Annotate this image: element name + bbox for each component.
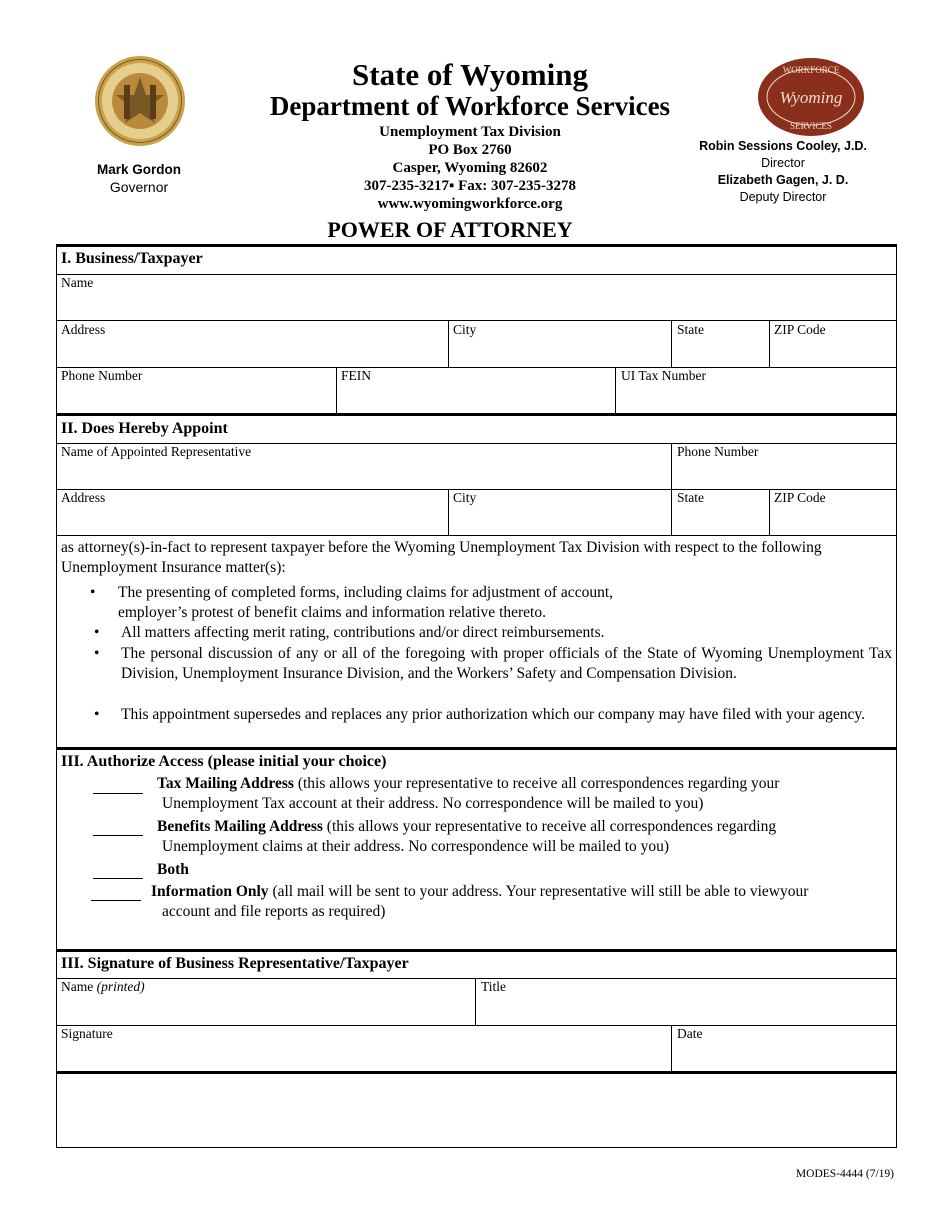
benefits-mailing-initial-line[interactable] [93, 835, 143, 836]
benefits-mailing-option-desc-2: Unemployment claims at their address. No correspondence will be mailed to you) [162, 838, 670, 855]
form-number: MODES-4444 (7/19) [795, 1168, 894, 1180]
printed-name-field[interactable] [61, 979, 145, 995]
director-title: Director [761, 156, 805, 170]
information-only-option-desc-2: account and file reports as required) [162, 903, 386, 920]
section-1-heading: I. Business/Taxpayer [61, 250, 203, 267]
representative-state-field[interactable]: State [677, 490, 704, 505]
logo-bottom-text: SERVICES [790, 121, 832, 131]
information-only-option [151, 882, 808, 902]
bullet-4: This appointment supersedes and replaces any prior authorization which our company may have filed with your agency. [121, 706, 866, 723]
bullet-1-line-2: employer’s protest of benefit claims and information relative thereto. [118, 604, 546, 621]
bullet-dot: • [90, 584, 96, 601]
governor-name: Mark Gordon [96, 162, 181, 177]
website-line: www.wyomingworkforce.org [377, 196, 563, 212]
representative-city-field[interactable]: City [453, 490, 477, 505]
director-name: Robin Sessions Cooley, J.D. [699, 139, 867, 153]
fein-field[interactable]: FEIN [341, 368, 371, 383]
business-phone-field[interactable]: Phone Number [61, 368, 143, 383]
date-field[interactable]: Date [677, 1026, 703, 1041]
printed-note: (printed) [96, 979, 145, 994]
business-zip-field[interactable]: ZIP Code [774, 322, 826, 337]
tax-mailing-option [157, 774, 779, 794]
tax-mailing-option-title: Tax Mailing Address [157, 775, 294, 792]
both-initial-line[interactable] [93, 878, 143, 879]
information-only-option-title: Information Only [151, 883, 269, 900]
section-3-heading: III. Authorize Access (please initial your choice) [61, 753, 387, 770]
deputy-director-name: Elizabeth Gagen, J. D. [717, 173, 849, 187]
both-option-title: Both [157, 861, 189, 878]
appointment-intro: as attorney(s)-in-fact to represent taxpayer before the Wyoming Unemployment Tax Division with respect to the following Unemployment Insurance matter(s): [61, 539, 822, 576]
bullet-dot: • [94, 706, 100, 723]
representative-name-field[interactable]: Name of Appointed Representative [61, 444, 252, 459]
printed-name-label: Name [61, 979, 94, 994]
state-title: State of Wyoming [352, 57, 588, 92]
logo-middle-text: Wyoming [779, 88, 843, 107]
bullet-dot: • [94, 645, 100, 662]
bullet-1-line-1: The presenting of completed forms, including claims for adjustment of account, [118, 584, 614, 601]
tax-mailing-initial-line[interactable] [93, 793, 143, 794]
workforce-services-logo [757, 57, 865, 137]
representative-address-field[interactable]: Address [61, 490, 106, 505]
information-only-option-desc: (all mail will be sent to your address. Your representative will still be able to viewyour [268, 883, 809, 900]
business-state-field[interactable]: State [677, 322, 704, 337]
division-line: Unemployment Tax Division [379, 124, 561, 140]
bullet-dot: • [94, 624, 100, 641]
business-address-field[interactable]: Address [61, 322, 106, 337]
section-4-heading: III. Signature of Business Representative/Taxpayer [61, 955, 409, 972]
tax-mailing-option-desc: (this allows your representative to receive all correspondences regarding your [293, 775, 780, 792]
governor-title: Governor [109, 179, 169, 195]
section-2-heading: II. Does Hereby Appoint [61, 420, 228, 437]
signature-field[interactable]: Signature [61, 1026, 113, 1041]
business-city-field[interactable]: City [453, 322, 477, 337]
bullet-3: The personal discussion of any or all of the foregoing with proper officials of the State of Wyoming Unemployment Tax Division, Unemployment Insurance Division, and the Workers’ Safety and Compensation Division. [121, 645, 892, 682]
deputy-director-title: Deputy Director [739, 190, 827, 204]
ui-tax-number-field[interactable]: UI Tax Number [621, 368, 707, 383]
power-of-attorney-form [56, 244, 897, 1148]
logo-top-text: WORKFORCE [782, 65, 840, 75]
city-line: Casper, Wyoming 82602 [392, 160, 548, 176]
business-name-field[interactable]: Name [61, 275, 94, 290]
state-seal-icon [94, 55, 186, 147]
benefits-mailing-option [157, 817, 776, 837]
benefits-mailing-option-title: Benefits Mailing Address [157, 818, 323, 835]
both-option [157, 860, 189, 880]
phone-fax-line: 307-235-3217▪ Fax: 307-235-3278 [364, 178, 576, 194]
form-title: POWER OF ATTORNEY [327, 217, 573, 242]
representative-zip-field[interactable]: ZIP Code [774, 490, 826, 505]
title-field[interactable]: Title [481, 979, 507, 994]
po-box-line: PO Box 2760 [428, 142, 512, 158]
tax-mailing-option-desc-2: Unemployment Tax account at their address. No correspondence will be mailed to you) [162, 795, 704, 812]
department-title: Department of Workforce Services [269, 91, 671, 121]
representative-phone-field[interactable]: Phone Number [677, 444, 759, 459]
benefits-mailing-option-desc: (this allows your representative to receive all correspondences regarding [322, 818, 777, 835]
bullet-2: All matters affecting merit rating, contributions and/or direct reimbursements. [121, 624, 605, 641]
information-only-initial-line[interactable] [91, 900, 141, 901]
